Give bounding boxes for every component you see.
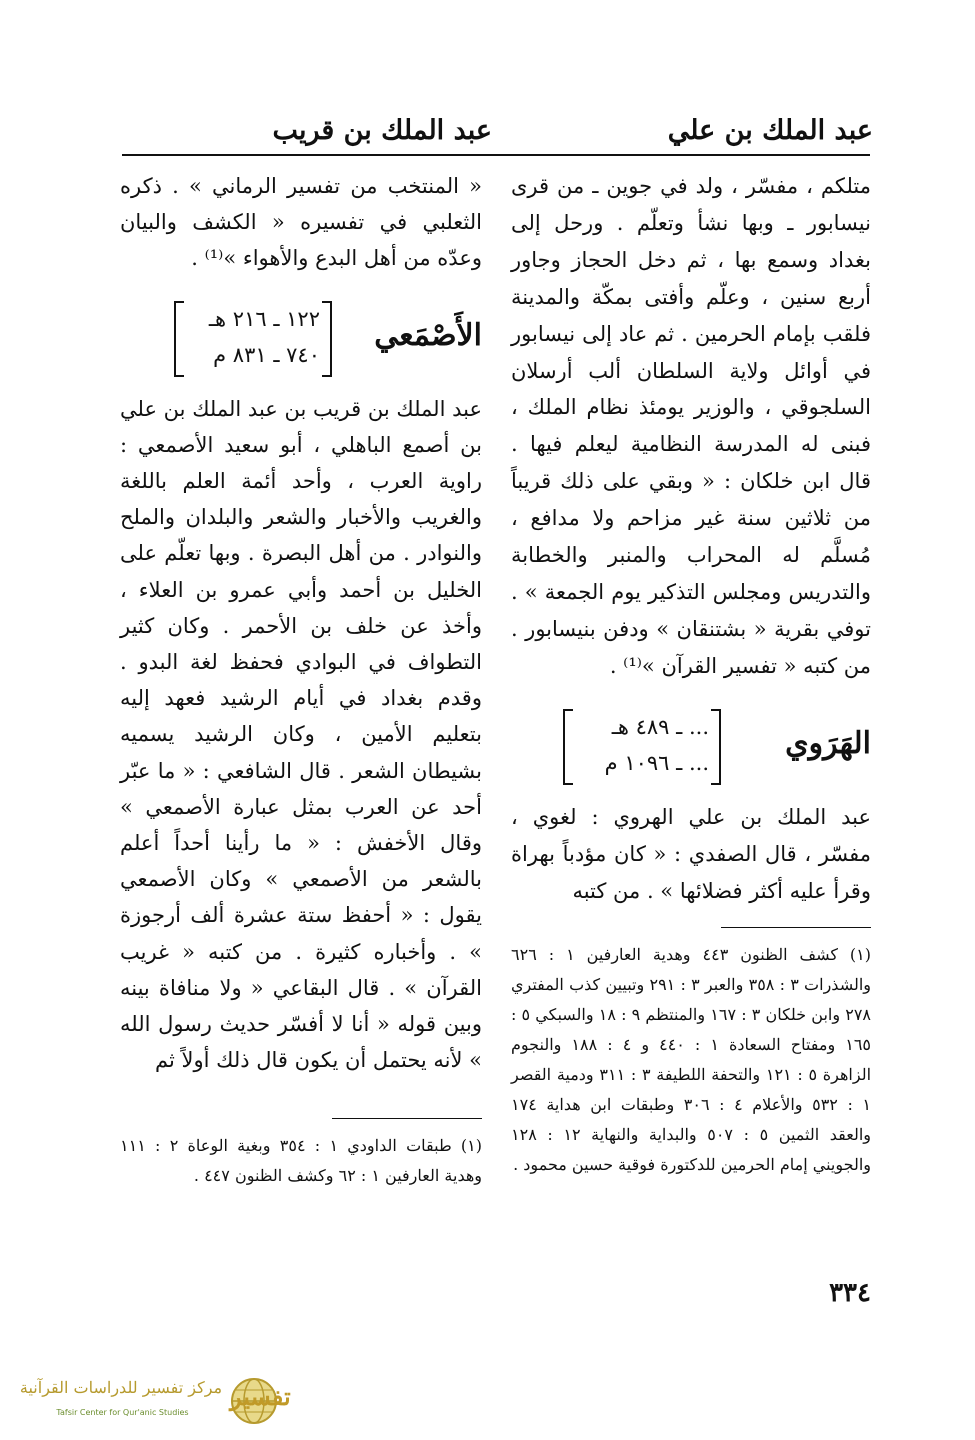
footnote-rule	[332, 1118, 482, 1119]
running-header-right	[493, 108, 873, 154]
dates-bracket	[174, 301, 332, 377]
right-paragraph-1: متلكم ، مفسّر ، ولد في جوين ـ من قرى نيسابور ـ وبها نشأ وتعلّم . ورحل إلى بغداد وسمع بها ، ثم دخل الحجاز وجاور أربع سنين ، وعلّم وأفتى بمكّة والمدينة فلقب بإمام الحرمين . ثم عاد إلى نيسابور في أوائل ولاية السلطان ألب أرسلان السلجوقي ، والوزير يومئذ نظام الملك ، فبنى له المدرسة النظامية ليعلم فيها . قال ابن خلكان : « وبقي على ذلك قريباً من ثلاثين سنة غير مزاحم ولا مدافع ، مُسلَّم له المحراب والمنبر والخطابة والتدريس ومجلس التذكير يوم الجمعة » . توفي بقرية « بشتنقان » ودفن بنيسابور . من كتبه « تفسير القرآن »⁽¹⁾ .	[511, 174, 871, 678]
left-footnote: (١) طبقات الداودي ١ : ٣٥٤ وبغية الوعاة ٢ : ١١١ وهدية العارفين ١ : ٦٢ وكشف الظنون ٤٤٧ .	[120, 1136, 483, 1186]
left-column	[120, 168, 482, 1191]
entry-heading-harawi	[511, 707, 871, 791]
entry-name: الأَصْمَعي	[374, 317, 482, 353]
dates-bracket	[563, 709, 721, 785]
logo-word: تفسير	[230, 1382, 291, 1411]
gregorian-dates: ... ـ ١٠٩٦ م	[604, 750, 709, 775]
entry-name: الهَرَوي	[785, 725, 871, 761]
page-number: ٣٣٤	[829, 1278, 871, 1308]
hijri-dates: ١٢٢ ـ ٢١٦ هـ	[208, 306, 320, 331]
left-paragraph-2: عبد الملك بن قريب بن عبد الملك بن علي بن أصمع الباهلي ، أبو سعيد الأصمعي : راوية العرب ، وأحد أئمة العلم باللغة والغريب والأخبار والشعر والبلدان والملح والنوادر . من أهل البصرة . وبها تعلّم على الخليل بن أحمد وأبي عمرو بن العلاء ، وأخذ عن خلف بن الأحمر . وكان كثير التطواف في البوادي فحفظ لغة البدو . وقدم بغداد في أيام الرشيد فعهد إليه بتعليم الأمين ، وكان الرشيد يسميه بشيطان الشعر . قال الشافعي : « ما عبّر أحد عن العرب بمثل عبارة الأصمعي » وقال الأخفش : « ما رأينا أحداً أعلم بالشعر من الأصمعي » وكان الأصمعي يقول : « أحفظ ستة عشرة ألف أرجوزة » . وأخباره كثيرة . من كتبه « غريب القرآن » . قال البقاعي « ولا منافاة بينه وبين قوله « أنا لا أفسّر حديث رسول الله » لأنه يحتمل أن يكون قال ذلك أولاً ثم	[120, 396, 482, 1073]
header-right-title: عبد الملك بن علي	[667, 115, 873, 146]
hijri-dates: ... ـ ٤٨٩ هـ	[611, 714, 709, 739]
right-footnote: (١) كشف الظنون ٤٤٣ وهدية العارفين ١ : ٦٢٦ والشذرات ٣ : ٣٥٨ والعبر ٣ : ٢٩١ وتبيين كذب المفتري ٢٧٨ وابن خلكان ٣ : ١٦٧ والمنتظم ٩ : ١٨ والسبكي ٥ : ١٦٥ ومفتاح السعادة ١ : ٤٤٠ و ٤ : ١٨٨ والنجوم الزاهرة ٥ : ١٢١ والتحفة اللطيفة ٣ : ٣١١ ودمية القصر ١ : ٥٣٢ والأعلام ٤ : ٣٠٦ وطبقات ابن هداية ١٧٤ والعقد الثمين ٥ : ٥٠٧ والبداية والنهاية ١٢ : ١٢٨ والجويني إمام الحرمين للدكتورة فوقية حسين محمود .	[511, 945, 872, 1175]
header-left-title: عبد الملك بن قريب	[272, 115, 492, 146]
logo-arabic-text: مركز تفسير للدراسات القرآنية	[19, 1378, 223, 1397]
left-paragraph-1: « المنتخب من تفسير الرماني » . ذكره الثعلبي في تفسيره « الكشف والبيان وعدّه من أهل البدع والأهواء »⁽¹⁾ .	[120, 174, 482, 271]
gregorian-dates: ٧٤٠ ـ ٨٣١ م	[213, 342, 320, 367]
right-column	[511, 168, 871, 1180]
logo-english-text: Tafsir Center for Qur'anic Studies	[56, 1408, 189, 1417]
running-header-left	[122, 108, 492, 154]
right-paragraph-2: عبد الملك بن علي الهروي : لغوي ، مفسّر ، قال الصفدي : « كان مؤدباً بهراة وقرأ عليه أكثر فضلائها » . من كتبه	[511, 804, 871, 903]
tafsir-center-logo	[16, 1374, 291, 1430]
header-rule	[122, 154, 870, 156]
footnote-rule	[721, 927, 871, 928]
entry-heading-asmai	[120, 299, 482, 383]
